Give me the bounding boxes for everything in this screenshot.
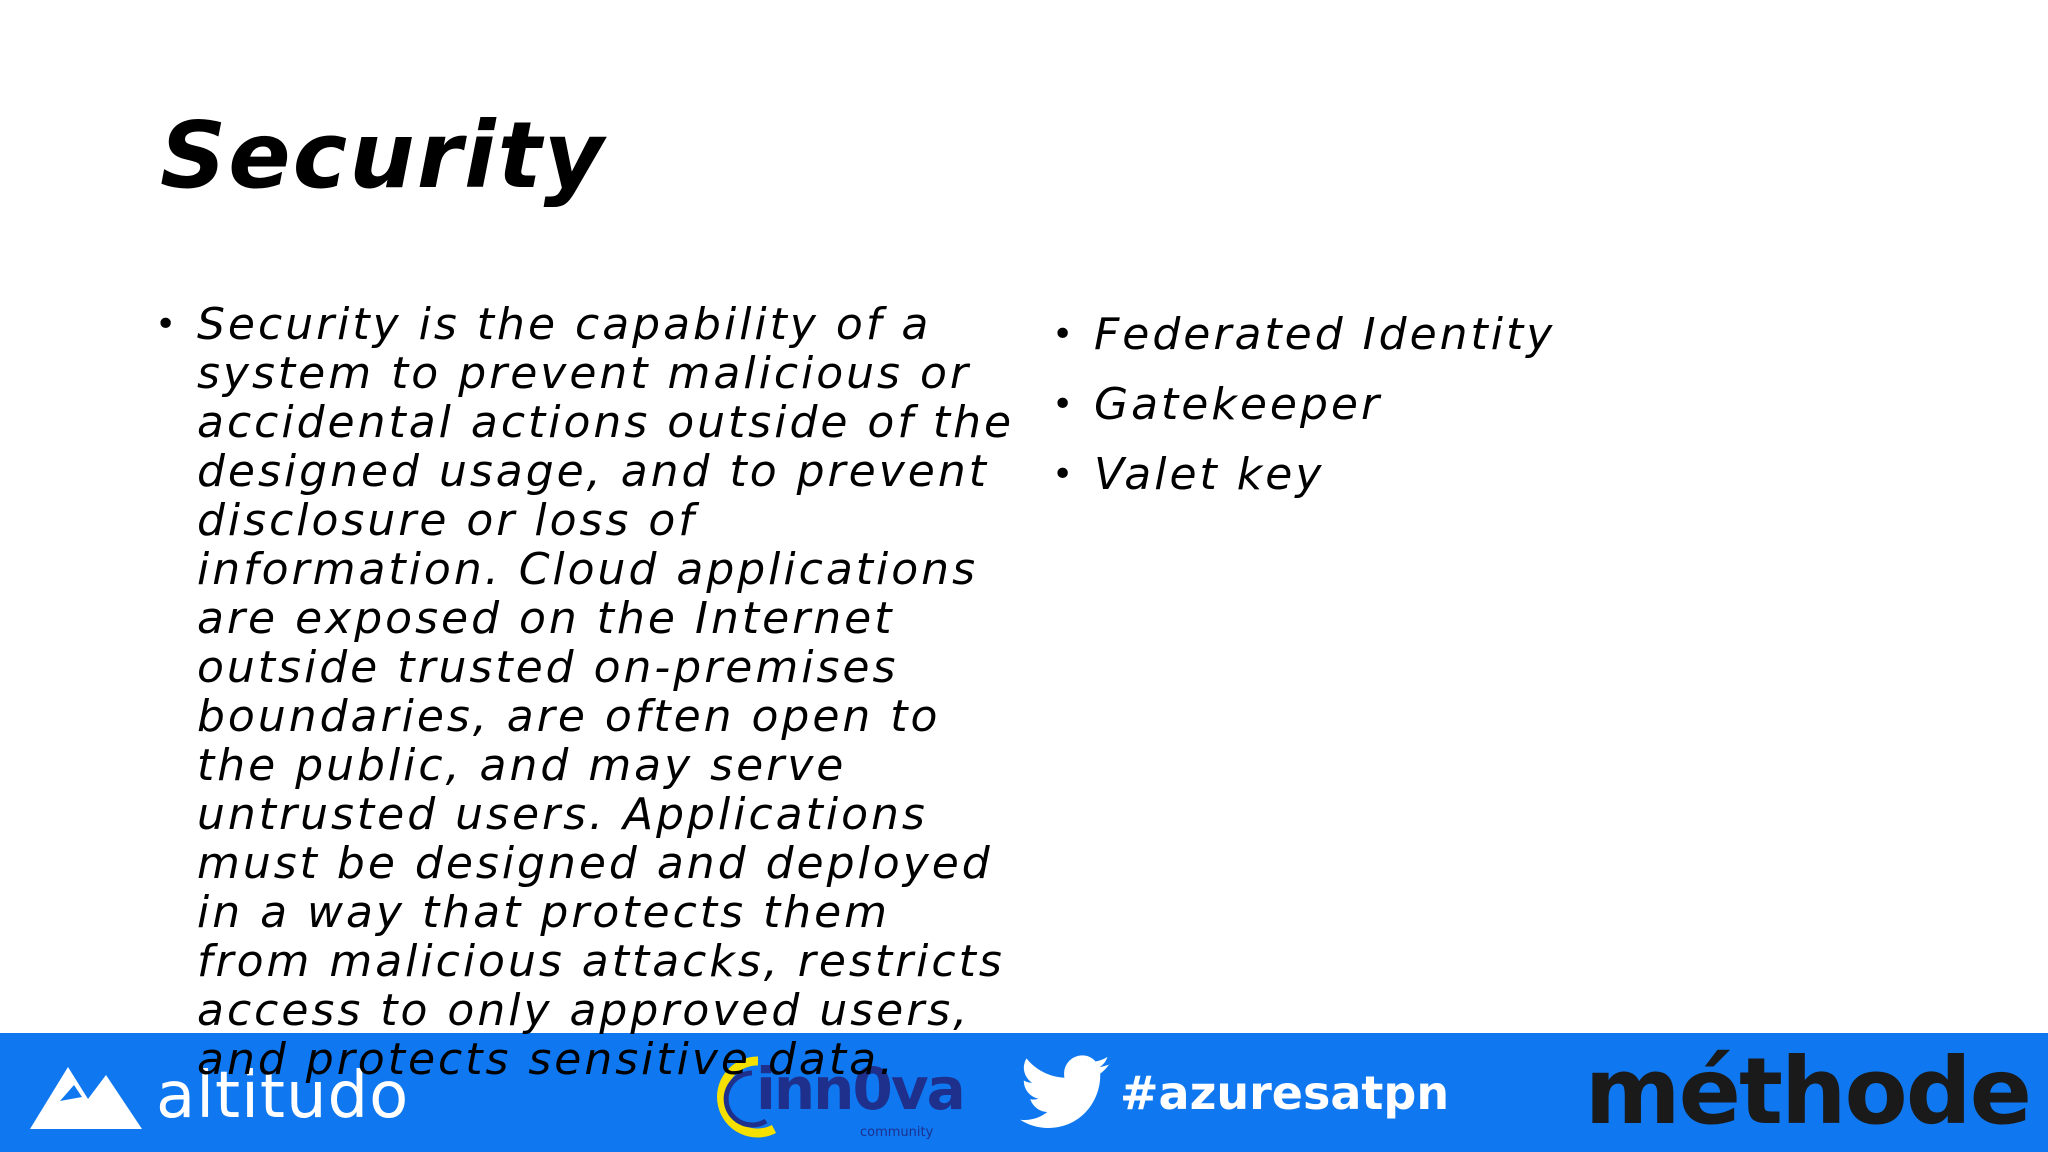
twitter-hashtag — [1020, 1055, 1449, 1131]
slide-title: Security — [160, 102, 606, 209]
bullet-item: • Security is the capability of a system to prevent malicious or accidental actions outside of the designed usage, and to prevent disclosure or loss of information. Cloud applications are exposed on the Internet outside trusted on-premises boundaries, are often open to the public, and may serve untrusted users. Applications must be designed and deployed in a way that protects them from malicious attacks, restricts access to only approved users, and protects sensitive data. — [155, 300, 1015, 1084]
altitudo-logo-text: altitudo — [156, 1059, 410, 1133]
right-bullet-list — [1052, 300, 1752, 510]
bullet-item-federated-identity: • Federated Identity — [1052, 300, 1752, 370]
methode-logo: méthode — [1584, 1038, 2030, 1145]
mountain-icon — [30, 1061, 142, 1131]
bullet-item-gatekeeper: • Gatekeeper — [1052, 370, 1752, 440]
innova-logo-subtext: community — [860, 1125, 934, 1140]
hashtag-text: #azuresatpn — [1120, 1066, 1450, 1120]
innova-logo-text: inn0va — [756, 1055, 964, 1123]
left-bullet-list — [155, 300, 1015, 1084]
twitter-bird-icon — [1020, 1055, 1112, 1131]
bullet-item-valet-key: • Valet key — [1052, 440, 1752, 510]
